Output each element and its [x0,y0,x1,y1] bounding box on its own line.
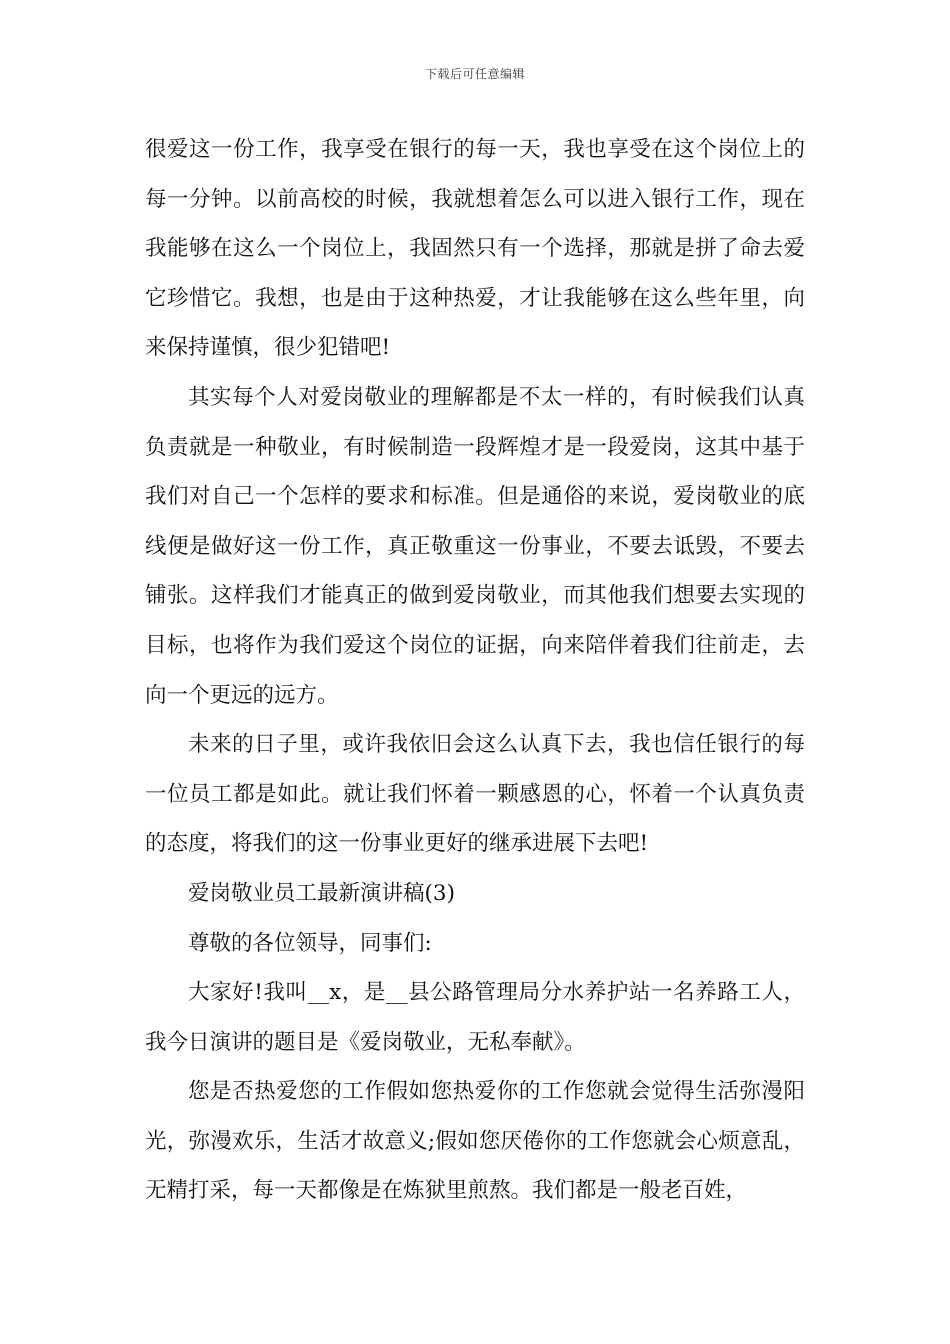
document-body [145,125,805,1216]
paragraph-question: 您是否热爱您的工作假如您热爱你的工作您就会觉得生活弥漫阳光，弥漫欢乐，生活才故意义;假如您厌倦你的工作您就会心烦意乱，无精打采，每一天都像是在炼狱里煎熬。我们都是一般老百姓， [145,1079,805,1204]
paragraph-1: 很爱这一份工作，我享受在银行的每一天，我也享受在这个岗位上的每一分钟。以前高校的时候，我就想着怎么可以进入银行工作，现在我能够在这么一个岗位上，我固然只有一个选择，那就是拼了命去爱它珍惜它。我想，也是由于这种热爱，才让我能够在这么些年里，向来保持谨慎，很少犯错吧! [145,137,805,361]
paragraph-2: 其实每个人对爱岗敬业的理解都是不太一样的，有时候我们认真负责就是一种敬业，有时候制造一段辉煌才是一段爱岗，这其中基于我们对自己一个怎样的要求和标准。但是通俗的来说，爱岗敬业的底线便是做好这一份工作，真正敬重这一份事业，不要去诋毁，不要去铺张。这样我们才能真正的做到爱岗敬业，而其他我们想要去实现的目标，也将作为我们爱这个岗位的证据，向来陪伴着我们往前走，去向一个更远的远方。 [145,384,805,708]
paragraph-3: 未来的日子里，或许我依旧会这么认真下去，我也信任银行的每一位员工都是如此。就让我们怀着一颗感恩的心，怀着一个认真负责的态度，将我们的这一份事业更好的继承进展下去吧! [145,732,805,857]
salutation: 尊敬的各位领导，同事们: [188,930,432,956]
paragraph-intro: 大家好!我叫__x，是__县公路管理局分水养护站一名养路工人，我今日演讲的题目是《爱岗敬业，无私奉献》。 [145,980,805,1055]
section-title: 爱岗敬业员工最新演讲稿(3) [188,880,455,906]
page-header-note: 下载后可任意编辑 [424,67,525,81]
